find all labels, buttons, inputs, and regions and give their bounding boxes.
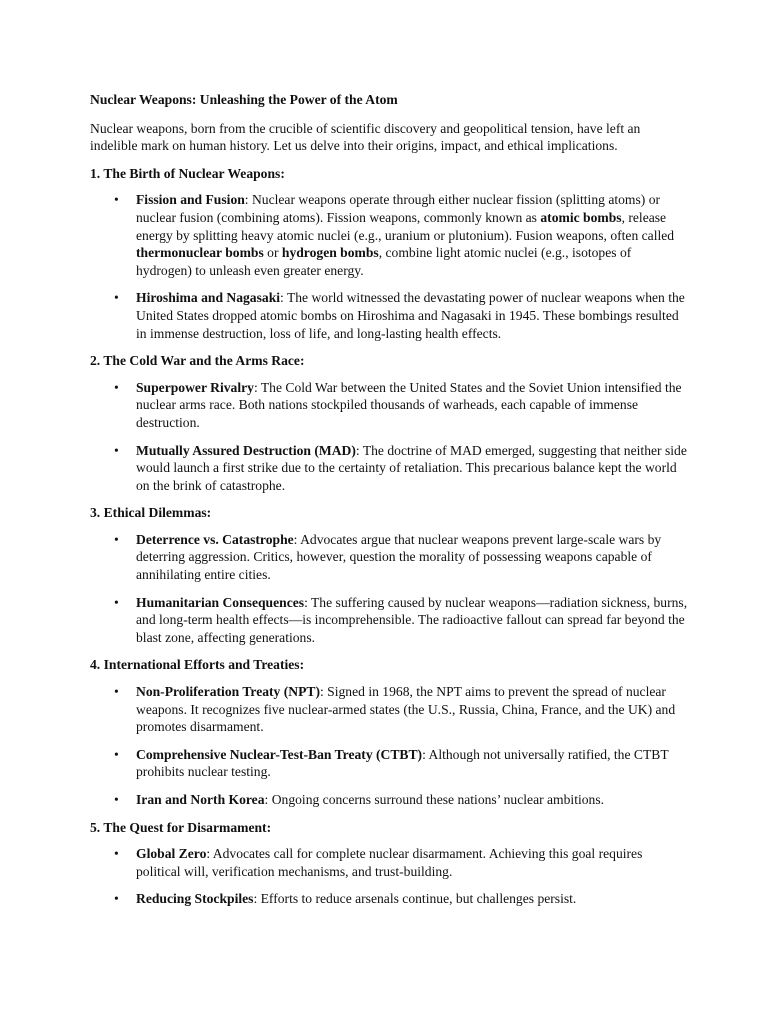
- item-term: Non-Proliferation Treaty (NPT): [136, 684, 320, 700]
- item-text: : The doctrine of MAD emerged, suggesting that neither side would launch a first strike due to the certainty of retaliation. This precarious balance kept the world on the brink of catastrophe.: [136, 442, 687, 493]
- list-item: [90, 890, 688, 908]
- item-emphasis: thermonuclear bombs: [136, 245, 264, 261]
- bullet-icon: •: [114, 846, 119, 862]
- section-list-disarmament: [90, 845, 688, 908]
- item-emphasis: atomic bombs: [540, 209, 622, 225]
- item-text: : Efforts to reduce arsenals continue, but challenges persist.: [253, 891, 577, 907]
- intro-paragraph: Nuclear weapons, born from the crucible of scientific discovery and geopolitical tension, have left an indelible mark on human history. Let us delve into their origins, impact, and ethical implications.: [90, 120, 641, 154]
- item-emphasis: hydrogen bombs: [281, 245, 379, 261]
- item-term: Deterrence vs. Catastrophe: [136, 531, 294, 547]
- item-text: or: [263, 245, 282, 261]
- item-text: : Although not universally ratified, the CTBT prohibits nuclear testing.: [136, 746, 669, 780]
- list-item: [90, 191, 688, 279]
- item-text: : Advocates argue that nuclear weapons prevent large-scale wars by deterring aggression. Critics, however, question the morality of possessing weapons capable of annihilating entire cities.: [136, 531, 662, 583]
- section-list-cold-war: [90, 379, 688, 495]
- item-text: : Advocates call for complete nuclear disarmament. Achieving this goal requires political will, verification mechanisms, and trust-building.: [136, 846, 643, 879]
- section-list-treaties: [90, 683, 688, 809]
- document-title: Nuclear Weapons: Unleashing the Power of the Atom: [90, 92, 398, 107]
- section-heading-disarmament: 5. The Quest for Disarmament:: [90, 819, 272, 835]
- item-term: Fission and Fusion: [136, 192, 245, 208]
- section-heading-ethical: 3. Ethical Dilemmas:: [90, 505, 212, 521]
- bullet-icon: •: [114, 290, 119, 306]
- document-page: [90, 91, 688, 918]
- bullet-icon: •: [114, 684, 119, 700]
- section-list-ethical: [90, 531, 688, 647]
- item-text: : Nuclear weapons operate through either nuclear fission (splitting atoms) or nuclear fusion (combining atoms). Fission weapons, commonly known as: [136, 192, 661, 225]
- bullet-icon: •: [114, 891, 119, 907]
- bullet-icon: •: [114, 594, 119, 610]
- item-text: : Signed in 1968, the NPT aims to prevent the spread of nuclear weapons. It recognizes five nuclear-armed states (the U.S., Russia, China, France, and the UK) and promotes disarmament.: [136, 684, 676, 735]
- item-term: Mutually Assured Destruction (MAD): [136, 442, 356, 458]
- section-heading-cold-war: 2. The Cold War and the Arms Race:: [90, 353, 305, 369]
- item-text: , combine light atomic nuclei (e.g., isotopes of hydrogen) to unleash even greater energy.: [136, 245, 632, 278]
- bullet-icon: •: [114, 746, 119, 762]
- bullet-icon: •: [114, 792, 119, 807]
- item-text: : The world witnessed the devastating power of nuclear weapons when the United States dropped atomic bombs on Hiroshima and Nagasaki in 1945. These bombings resulted in immense destruction, loss of life, and long-lasting health effects.: [136, 290, 685, 341]
- item-term: Reducing Stockpiles: [136, 891, 254, 907]
- section-heading-treaties: 4. International Efforts and Treaties:: [90, 657, 305, 673]
- item-term: Iran and North Korea: [136, 792, 265, 807]
- item-term: Humanitarian Consequences: [136, 594, 305, 610]
- bullet-icon: •: [114, 531, 119, 547]
- bullet-icon: •: [114, 192, 119, 208]
- list-item: [90, 746, 688, 781]
- item-term: Comprehensive Nuclear-Test-Ban Treaty (CTBT): [136, 746, 423, 762]
- item-term: Global Zero: [136, 846, 207, 862]
- item-text: , release energy by splitting heavy atomic nuclei (e.g., uranium or plutonium). Fusion weapons, often called: [136, 209, 675, 243]
- bullet-icon: •: [114, 379, 119, 395]
- list-item: [90, 791, 688, 809]
- section-heading-birth: 1. The Birth of Nuclear Weapons:: [90, 165, 285, 181]
- item-text: : Ongoing concerns surround these nations’ nuclear ambitions.: [264, 792, 605, 807]
- list-item: [90, 683, 688, 736]
- item-text: : The Cold War between the United States and the Soviet Union intensified the nuclear arms race. Both nations stockpiled thousands of warheads, each capable of immense destruction.: [136, 379, 682, 430]
- list-item: [90, 531, 688, 584]
- item-term: Superpower Rivalry: [136, 379, 254, 395]
- list-item: [90, 442, 688, 495]
- section-list-birth: [90, 191, 688, 342]
- list-item: [90, 594, 688, 647]
- item-text: : The suffering caused by nuclear weapons—radiation sickness, burns, and long-term health effects—is incomprehensible. The radioactive fallout can spread far beyond the blast zone, affecting generations.: [136, 594, 688, 645]
- list-item: [90, 379, 688, 432]
- bullet-icon: •: [114, 442, 119, 458]
- list-item: [90, 845, 688, 880]
- list-item: [90, 289, 688, 342]
- item-term: Hiroshima and Nagasaki: [136, 290, 281, 306]
